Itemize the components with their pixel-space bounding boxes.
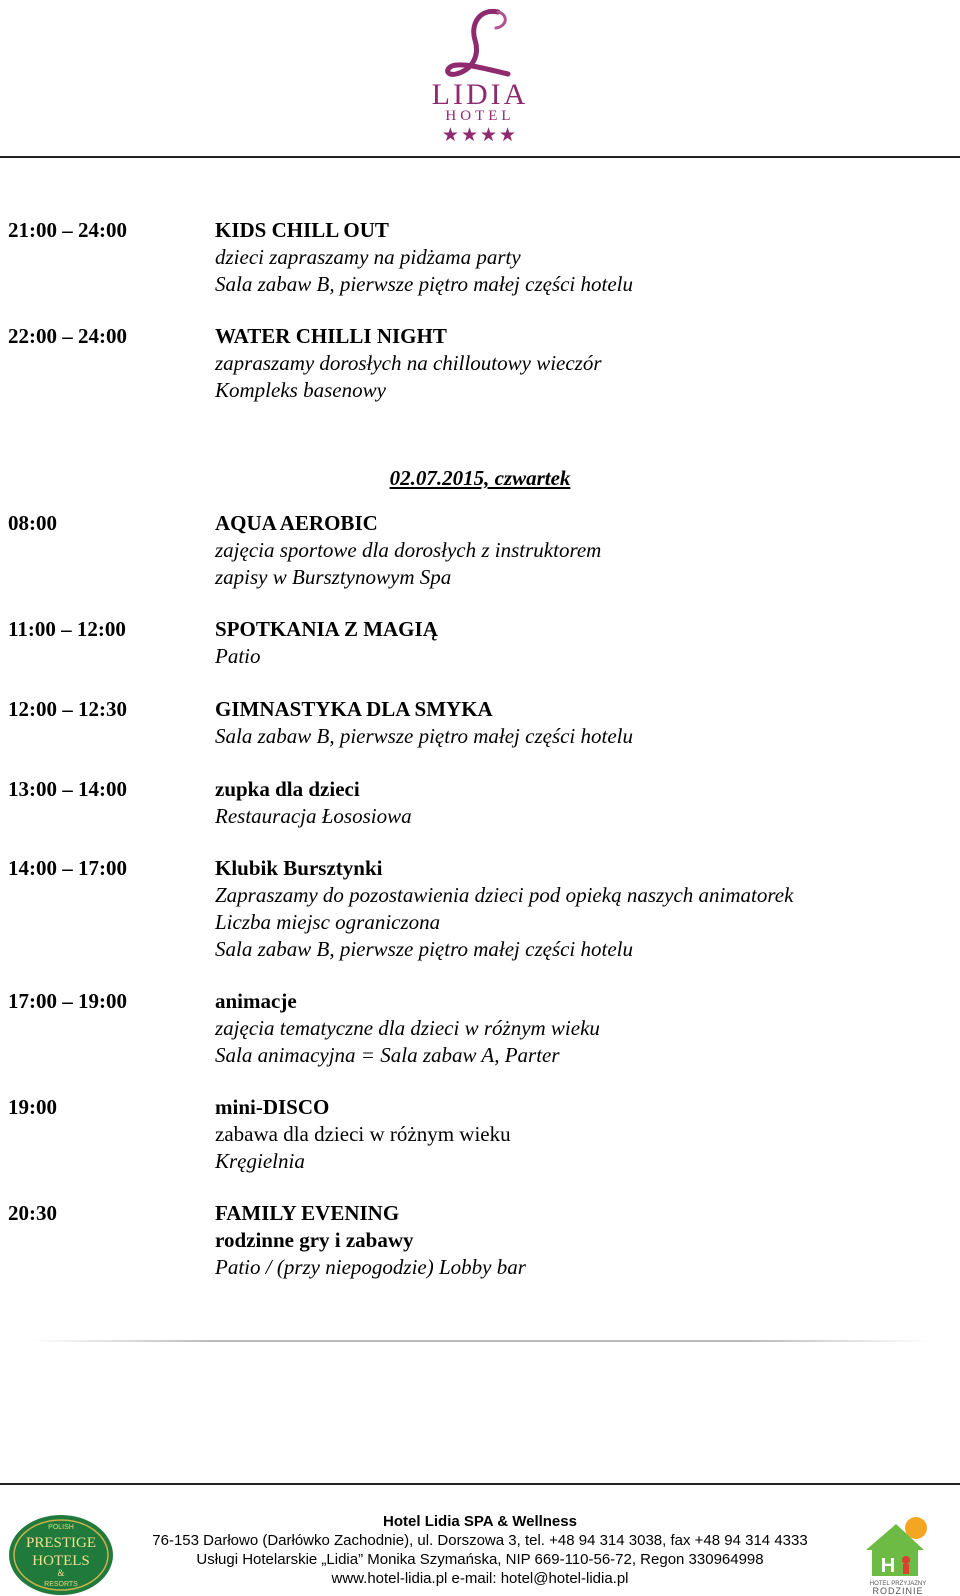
event-time: 19:00 bbox=[8, 1095, 57, 1119]
prestige-hotels-badge-icon bbox=[8, 1514, 114, 1596]
event-note: Liczba miejsc ograniczona bbox=[215, 910, 441, 934]
event-description: zabawa dla dzieci w różnym wieku bbox=[215, 1122, 511, 1146]
family-friendly-badge-icon bbox=[858, 1510, 938, 1596]
date-heading: 02.07.2015, czwartek bbox=[389, 466, 571, 490]
event-title: mini-DISCO bbox=[215, 1095, 330, 1119]
event-location: Patio bbox=[215, 644, 261, 668]
logo-name: LIDIA bbox=[431, 78, 529, 111]
event-time: 13:00 – 14:00 bbox=[8, 777, 127, 801]
footer-address: 76-153 Darłowo (Darłówko Zachodnie), ul. Dorszowa 3, tel. +48 94 314 3038, fax +48 94 314 4333 bbox=[152, 1532, 808, 1549]
footer-web: www.hotel-lidia.pl e-mail: hotel@hotel-lidia.pl bbox=[331, 1570, 629, 1587]
event-title: GIMNASTYKA DLA SMYKA bbox=[215, 697, 493, 721]
event-description: zajęcia sportowe dla dorosłych z instruktorem bbox=[215, 538, 602, 562]
logo-l-emblem bbox=[420, 4, 540, 84]
event-title: FAMILY EVENING bbox=[215, 1201, 400, 1225]
event-location: Sala zabaw B, pierwsze piętro małej części hotelu bbox=[215, 272, 634, 296]
event-time: 12:00 – 12:30 bbox=[8, 697, 127, 721]
badge-left-line1: PRESTIGE bbox=[25, 1535, 97, 1551]
event-location: Sala zabaw B, pierwsze piętro małej części hotelu bbox=[215, 724, 634, 748]
event-location: Patio / (przy niepogodzie) Lobby bar bbox=[215, 1255, 526, 1279]
event-title: AQUA AEROBIC bbox=[215, 511, 378, 535]
event-title: KIDS CHILL OUT bbox=[215, 218, 389, 242]
event-location: Restauracja Łososiowa bbox=[215, 804, 412, 828]
header-divider bbox=[0, 156, 960, 158]
badge-left-amp: & bbox=[57, 1568, 65, 1578]
event-title: zupka dla dzieci bbox=[215, 777, 360, 801]
hotel-logo bbox=[0, 0, 960, 150]
event-location: Sala animacyjna = Sala zabaw A, Parter bbox=[215, 1043, 560, 1067]
event-title: animacje bbox=[215, 989, 297, 1013]
event-time: 14:00 – 17:00 bbox=[8, 856, 127, 880]
badge-right-bottom: RODZINIE bbox=[872, 1586, 924, 1596]
event-location: Sala zabaw B, pierwsze piętro małej części hotelu bbox=[215, 937, 634, 961]
event-location: Kompleks basenowy bbox=[215, 378, 386, 402]
event-title: WATER CHILLI NIGHT bbox=[215, 324, 447, 348]
badge-right-top: HOTEL PRZYJAZNY bbox=[869, 1581, 927, 1587]
event-time: 08:00 bbox=[8, 511, 57, 535]
badge-right-letter: H bbox=[880, 1555, 896, 1577]
footer-company: Usługi Hotelarskie „Lidia” Monika Szymańska, NIP 669-110-56-72, Regon 330964998 bbox=[196, 1551, 764, 1568]
event-location: Kręgielnia bbox=[215, 1149, 305, 1173]
event-description: zapraszamy dorosłych na chilloutowy wieczór bbox=[215, 351, 602, 375]
event-title: Klubik Bursztynki bbox=[215, 856, 383, 880]
footer-divider bbox=[0, 1483, 960, 1485]
event-time: 20:30 bbox=[8, 1201, 57, 1225]
event-description: rodzinne gry i zabawy bbox=[215, 1228, 414, 1252]
content-divider bbox=[30, 1340, 930, 1342]
event-location: zapisy w Bursztynowym Spa bbox=[215, 565, 452, 589]
event-description: Zapraszamy do pozostawienia dzieci pod opieką naszych animatorek bbox=[215, 883, 794, 907]
event-time: 22:00 – 24:00 bbox=[8, 324, 127, 348]
event-description: zajęcia tematyczne dla dzieci w różnym wieku bbox=[215, 1016, 600, 1040]
footer-contact bbox=[0, 1512, 960, 1588]
event-title: SPOTKANIA Z MAGIĄ bbox=[215, 617, 438, 641]
badge-left-top: POLISH bbox=[48, 1524, 74, 1531]
badge-left-line2: HOTELS bbox=[32, 1553, 90, 1569]
logo-subtitle: HOTEL bbox=[445, 108, 515, 124]
event-time: 11:00 – 12:00 bbox=[8, 617, 126, 641]
event-description: dzieci zapraszamy na pidżama party bbox=[215, 245, 521, 269]
footer-title: Hotel Lidia SPA & Wellness bbox=[383, 1513, 577, 1530]
star-rating-icon: ★★★★ bbox=[441, 125, 519, 146]
event-time: 21:00 – 24:00 bbox=[8, 218, 127, 242]
event-time: 17:00 – 19:00 bbox=[8, 989, 127, 1013]
badge-left-line3: RESORTS bbox=[44, 1581, 78, 1588]
